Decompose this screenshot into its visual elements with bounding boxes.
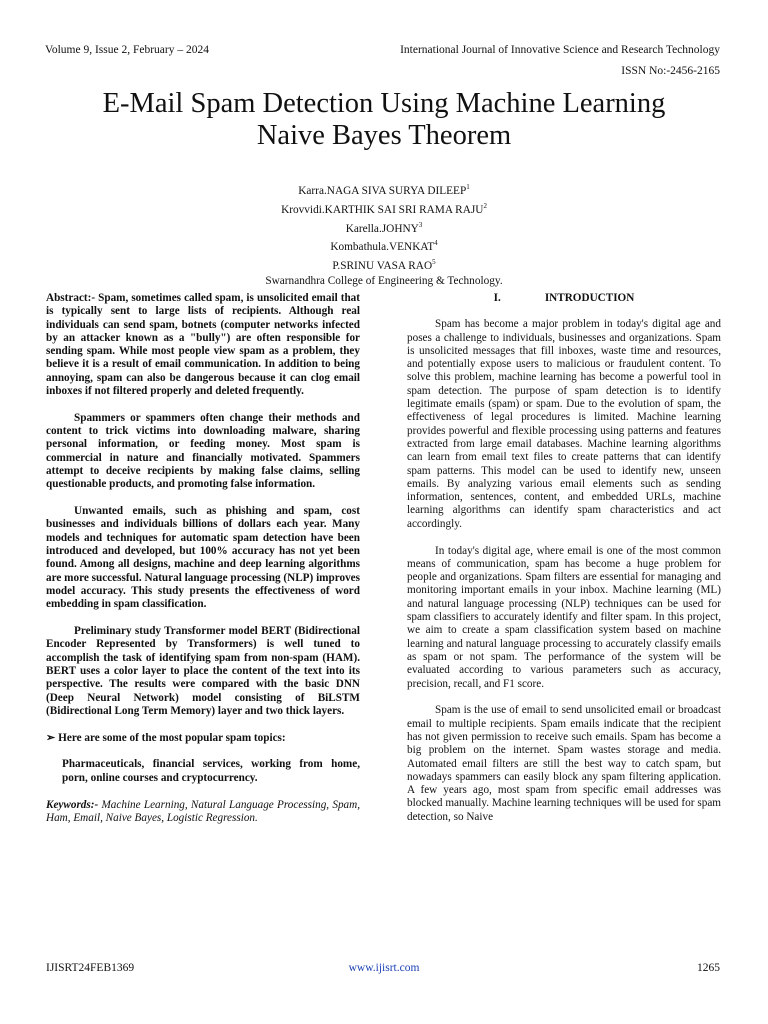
left-column	[46, 292, 360, 839]
header-journal: International Journal of Innovative Science and Research Technology	[400, 44, 720, 56]
bullet-text: Pharmaceuticals, financial services, working from home, porn, online courses and cryptocurrency.	[62, 758, 360, 784]
header-issn: ISSN No:-2456-2165	[621, 65, 720, 77]
keywords-text: Machine Learning, Natural Language Processing, Spam, Ham, Email, Naive Bayes, Logistic Regression.	[46, 798, 361, 824]
author: Kombathula.VENKAT$^4$	[330, 239, 438, 254]
footer-paper-id: IJISRT24FEB1369	[46, 962, 135, 974]
bullet-arrow-icon: ➢	[46, 731, 56, 744]
header-volume: Volume 9, Issue 2, February – 2024	[45, 44, 209, 56]
intro-paragraph: Spam is the use of email to send unsolicited email or broadcast email to multiple recipients. Spam emails indicate that the recipient has not given permission to receive such emails. Spam has become a big problem on the internet. Spam wastes storage and media. Automated email filters are still the best way to catch spam, but nowadays spammers can easily block any spam filtering application. A few years ago, most spam from specific email addresses was blocked manually. Machine learning techniques will be used for spam detection, so Naive	[407, 704, 721, 823]
paper-title	[40, 88, 728, 152]
author-list	[0, 180, 768, 289]
right-column	[407, 292, 721, 837]
affiliation: Swarnandhra College of Engineering & Technology.	[265, 274, 503, 287]
title-line-2: Naive Bayes Theorem	[256, 120, 512, 151]
keywords	[46, 799, 360, 826]
author: Karra.NAGA SIVA SURYA DILEEP$^1$	[298, 183, 470, 197]
footer-website-link[interactable]: www.ijisrt.com	[348, 962, 420, 974]
abstract-paragraph: Abstract:- Spam, sometimes called spam, is unsolicited email that is typically sent to large lists of recipients. Although real individuals can send spam, botnets (computer networks infected by an attacker known as a "bully") are often responsible for sending spam. While most people view spam as a problem, they believe it is a result of email communication. In addition to being annoying, spam can also be dangerous because it can clog email inboxes if not filtered properly and deleted frequently.	[46, 292, 360, 398]
abstract-paragraph: Unwanted emails, such as phishing and spam, cost businesses and individuals billions of dollars each year. Many models and techniques for automatic spam detection have been introduced and developed, but 100% accuracy has not yet been found. Among all designs, machine and deep learning algorithms are more successful. Natural language processing (NLP) improves model accuracy. This study presents the effectiveness of word embedding in spam classification.	[46, 505, 360, 611]
title-line-1: E-Mail Spam Detection Using Machine Learning	[102, 88, 666, 119]
section-title: INTRODUCTION	[544, 292, 635, 304]
abstract-paragraph: Spammers or spammers often change their methods and content to trick victims into downloading malware, sharing personal information, or feeding money. Most spam is commercial in nature and financially motivated. Spammers attempt to deceive recipients by making false claims, selling questionable products, and promoting false information.	[46, 411, 360, 491]
spam-topics-bullet	[46, 732, 360, 745]
author: P.SRINU VASA RAO$^5$	[332, 258, 436, 272]
section-heading	[407, 292, 721, 305]
abstract-paragraph: Preliminary study Transformer model BERT (Bidirectional Encoder Represented by Transformers) is well tuned to accomplish the task of identifying spam from non-spam (HAM). BERT uses a color layer to place the content of the text into its perspective. The results were compared with the basic DNN (Deep Neural Network) model consisting of BiLSTM (Bidirectional Long Term Memory) layer and two thick layers.	[46, 625, 360, 717]
footer-page-number: 1265	[697, 962, 720, 974]
section-number: I.	[493, 292, 501, 304]
keywords-label: Keywords:-	[46, 798, 99, 811]
intro-paragraph: In today's digital age, where email is one of the most common means of communication, spam has become a huge problem for people and organizations. Spam filters are essential for managing and monitoring important emails in your inbox. Machine learning (ML) and natural language processing (NLP) techniques can be used for spam classifiers to accurately identify and filter spam. In this project, we aim to create a spam classification system based on machine learning and natural language processing to accurately classify emails as spam or not spam. The performance of the system will be evaluated according to various parameters such as accuracy, precision, recall, and F1 score.	[407, 544, 721, 690]
author: Krovvidi.KARTHIK SAI SRI RAMA RAJU$^2$	[281, 201, 487, 216]
bullet-heading: Here are some of the most popular spam topics:	[58, 731, 286, 744]
author: Karella.JOHNY$^3$	[345, 220, 423, 235]
intro-paragraph: Spam has become a major problem in today's digital age and poses a challenge to individuals, businesses and organizations. Spam is unsolicited messages that fill inboxes, waste time and resources, and potentially expose users to malicious or fraudulent content. To solve this problem, machine learning has become a powerful tool in spam detection. The purpose of spam detection is to identify legitimate emails (spam) or spam. Due to the evolution of spam, the effectiveness of legal procedures is limited. Machine learning provides powerful and flexible processing using patterns and features extracted from large email databases. Machine learning algorithms can learn from email text files to create patterns that can identify spam patterns. This model can be used to identify new, unseen emails. By analyzing various email elements such as sending information, sentences, content, and embedded URLs, machine learning algorithms can identify spam characteristics and act accordingly.	[407, 318, 721, 530]
